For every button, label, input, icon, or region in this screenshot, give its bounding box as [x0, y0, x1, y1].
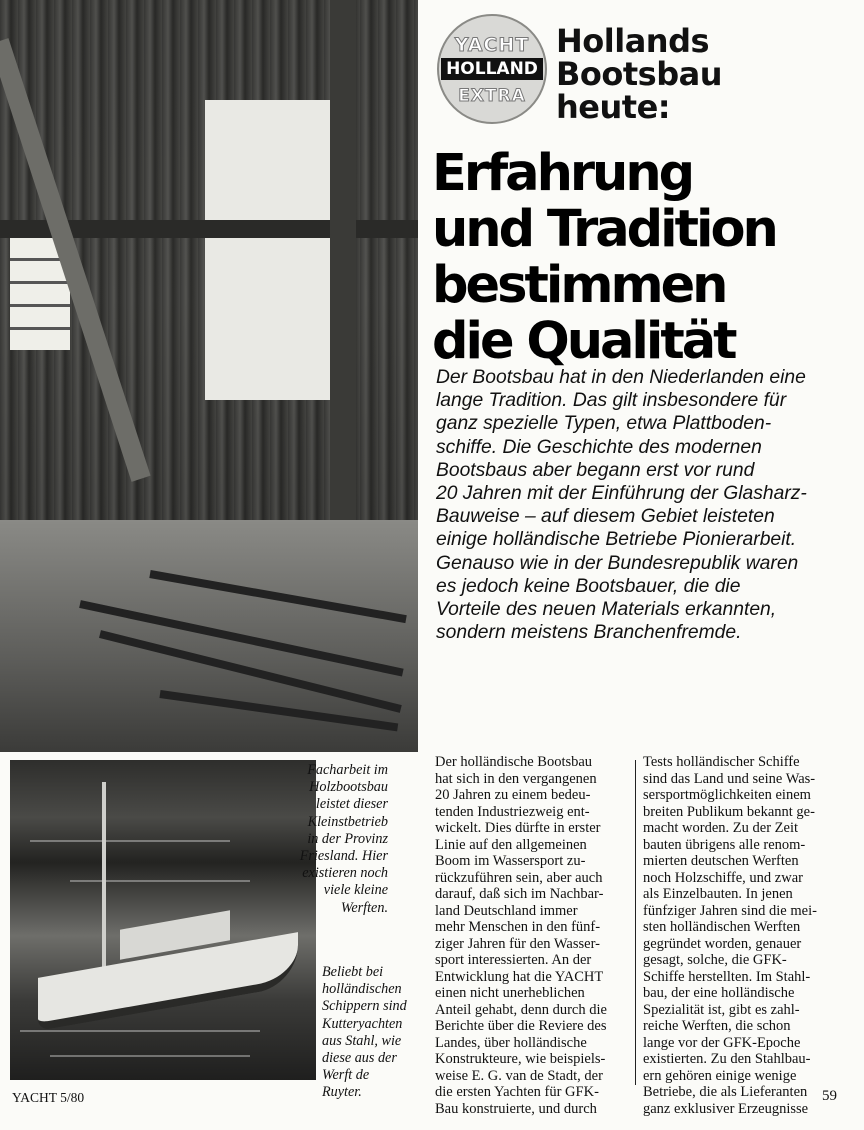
body-line: Entwicklung hat die YACHT — [435, 968, 604, 985]
body-line: Anteil gehabt, denn durch die — [435, 1001, 607, 1018]
headline — [432, 146, 858, 370]
body-line: Bau konstruierte, und durch — [435, 1100, 597, 1117]
body-line: weise E. G. van de Stadt, der — [435, 1067, 603, 1084]
body-line: macht worden. Zu der Zeit — [643, 820, 799, 836]
caption-line: Kleinstbetrieb — [307, 813, 388, 830]
body-line: existierten. Zu den Stahlbau- — [643, 1051, 811, 1067]
body-line: 20 Jahren zu einem bedeu- — [435, 787, 591, 803]
body-column-2 — [643, 754, 839, 1117]
lead-line: einige holländische Betriebe Pionierarbeit. — [436, 529, 797, 551]
water-ripple — [70, 880, 250, 882]
body-line: mierten deutschen Werften — [643, 853, 799, 869]
lead-line: Der Bootsbau hat in den Niederlanden eine — [436, 367, 806, 388]
body-line: tenden Industriezweig ent- — [435, 803, 590, 820]
caption-line: Holzbootsbau — [309, 779, 388, 796]
badge-line-3: EXTRA — [458, 86, 526, 106]
caption-line: Facharbeit im — [307, 762, 388, 778]
caption-boat — [270, 964, 407, 1102]
column-divider — [635, 760, 636, 1085]
lead-line: sondern meistens Branchenfremde. — [436, 622, 742, 644]
body-line: rückzuführen sein, aber auch — [435, 869, 603, 886]
body-line: bau, der eine holländische — [643, 985, 795, 1001]
body-line: ganz exklusiver Erzeugnisse — [643, 1100, 809, 1117]
body-line: bauten übrigens alle renom- — [643, 836, 806, 853]
body-line: einen nicht unerheblichen — [435, 985, 585, 1001]
body-line: ziger Jahren für den Wasser- — [435, 935, 600, 952]
body-line: land Deutschland immer — [435, 902, 578, 919]
caption-line: existieren noch — [302, 865, 388, 882]
body-line: sten holländischen Werften — [643, 919, 801, 935]
body-line: hat sich in den vergangenen — [435, 770, 597, 787]
body-line: Spezialität ist, gibt es zahl- — [643, 1001, 800, 1018]
lead-line: Vorteile des neuen Materials erkannten, — [436, 599, 777, 621]
body-line: darauf, daß sich im Nachbar- — [435, 886, 604, 902]
caption-line: viele kleine — [323, 882, 388, 899]
body-column-1 — [435, 754, 629, 1117]
lead-paragraph — [436, 366, 844, 644]
kicker-line: heute: — [556, 88, 671, 126]
caption-line: aus Stahl, wie — [322, 1032, 402, 1049]
caption-line: Kutteryachten — [322, 1015, 403, 1032]
body-line: sport interessierten. An der — [435, 952, 592, 968]
body-line: Boom im Wassersport zu- — [435, 853, 586, 869]
headline-line: Erfahrung — [432, 144, 693, 203]
badge-line-1: YACHT — [454, 34, 530, 56]
boat-mast — [102, 782, 106, 972]
lead-line: 20 Jahren mit der Einführung der Glasharz- — [436, 483, 807, 505]
body-line: lange vor der GFK-Epoche — [643, 1034, 801, 1051]
body-line: sind das Land und seine Was- — [643, 770, 816, 787]
headline-line: die Qualität — [432, 312, 735, 371]
body-line: Berichte über die Reviere des — [435, 1018, 607, 1034]
body-line: Konstrukteure, wie beispiels- — [435, 1051, 606, 1067]
body-line: mehr Menschen in den fünf- — [435, 919, 601, 935]
support-post — [330, 0, 356, 560]
body-line: fünfziger Jahren sind die mei- — [643, 902, 817, 919]
body-line: noch Holzschiffe, und zwar — [643, 869, 803, 886]
caption-workshop — [270, 762, 388, 917]
caption-line: Friesland. Hier — [299, 848, 388, 865]
lead-line: es jedoch keine Bootsbauer, die die — [436, 575, 741, 597]
lead-line: ganz spezielle Typen, etwa Plattboden- — [436, 413, 772, 435]
headline-line: und Tradition — [432, 200, 776, 259]
body-line: breiten Publikum bekannt ge- — [643, 803, 815, 820]
body-line: sersportmöglichkeiten einem — [643, 787, 811, 803]
workshop-photo — [0, 0, 418, 752]
body-line: gesagt, solche, die GFK- — [643, 952, 787, 968]
page-number: 59 — [822, 1088, 837, 1104]
body-line: Tests holländischer Schiffe — [643, 754, 800, 770]
yacht-holland-extra-badge — [437, 14, 547, 124]
body-line: als Einzelbauten. In jenen — [643, 886, 793, 902]
kicker-line: Hollands — [556, 22, 710, 60]
caption-line: Werft de — [322, 1067, 370, 1084]
caption-line: Werften. — [340, 899, 388, 916]
lead-line: lange Tradition. Das gilt insbesondere für — [436, 390, 787, 412]
body-line: Landes, über holländische — [435, 1034, 587, 1051]
water-ripple — [20, 1030, 260, 1032]
body-line: Der holländische Bootsbau — [435, 754, 593, 770]
caption-line: in der Provinz — [307, 830, 388, 847]
body-line: ern gehören einige wenige — [643, 1067, 797, 1084]
caption-line: Ruyter. — [322, 1084, 362, 1101]
lead-line: Bauweise – auf diesem Gebiet leisteten — [436, 506, 775, 528]
caption-line: diese aus der — [322, 1050, 397, 1067]
body-line: gegründet worden, genauer — [643, 935, 802, 952]
issue-label: YACHT 5/80 — [12, 1090, 85, 1105]
body-line: reiche Werften, die schon — [643, 1018, 791, 1034]
lead-line: Genauso wie in der Bundesrepublik waren — [436, 552, 799, 574]
body-line: die ersten Yachten für GFK- — [435, 1084, 599, 1100]
headline-line: bestimmen — [432, 256, 726, 315]
kicker-line: Bootsbau — [556, 55, 722, 93]
lead-line: schiffe. Die Geschichte des modernen — [436, 436, 762, 458]
lead-line: Bootsbaus aber begann erst vor rund — [436, 459, 755, 481]
water-ripple — [30, 840, 230, 842]
body-line: wickelt. Dies dürfte in erster — [435, 820, 601, 836]
caption-line: leistet dieser — [315, 796, 388, 813]
body-line: Betriebe, die als Lieferanten — [643, 1084, 808, 1100]
workshop-window — [205, 100, 330, 400]
caption-line: holländischen — [322, 981, 402, 998]
kicker-title — [556, 22, 856, 126]
water-ripple — [50, 1055, 250, 1057]
body-line: Schiffe herstellten. Im Stahl- — [643, 968, 811, 985]
body-line: Linie auf den allgemeinen — [435, 836, 587, 853]
caption-line: Schippern sind — [322, 998, 407, 1015]
caption-line: Beliebt bei — [322, 964, 384, 980]
badge-line-2: HOLLAND — [441, 58, 543, 80]
